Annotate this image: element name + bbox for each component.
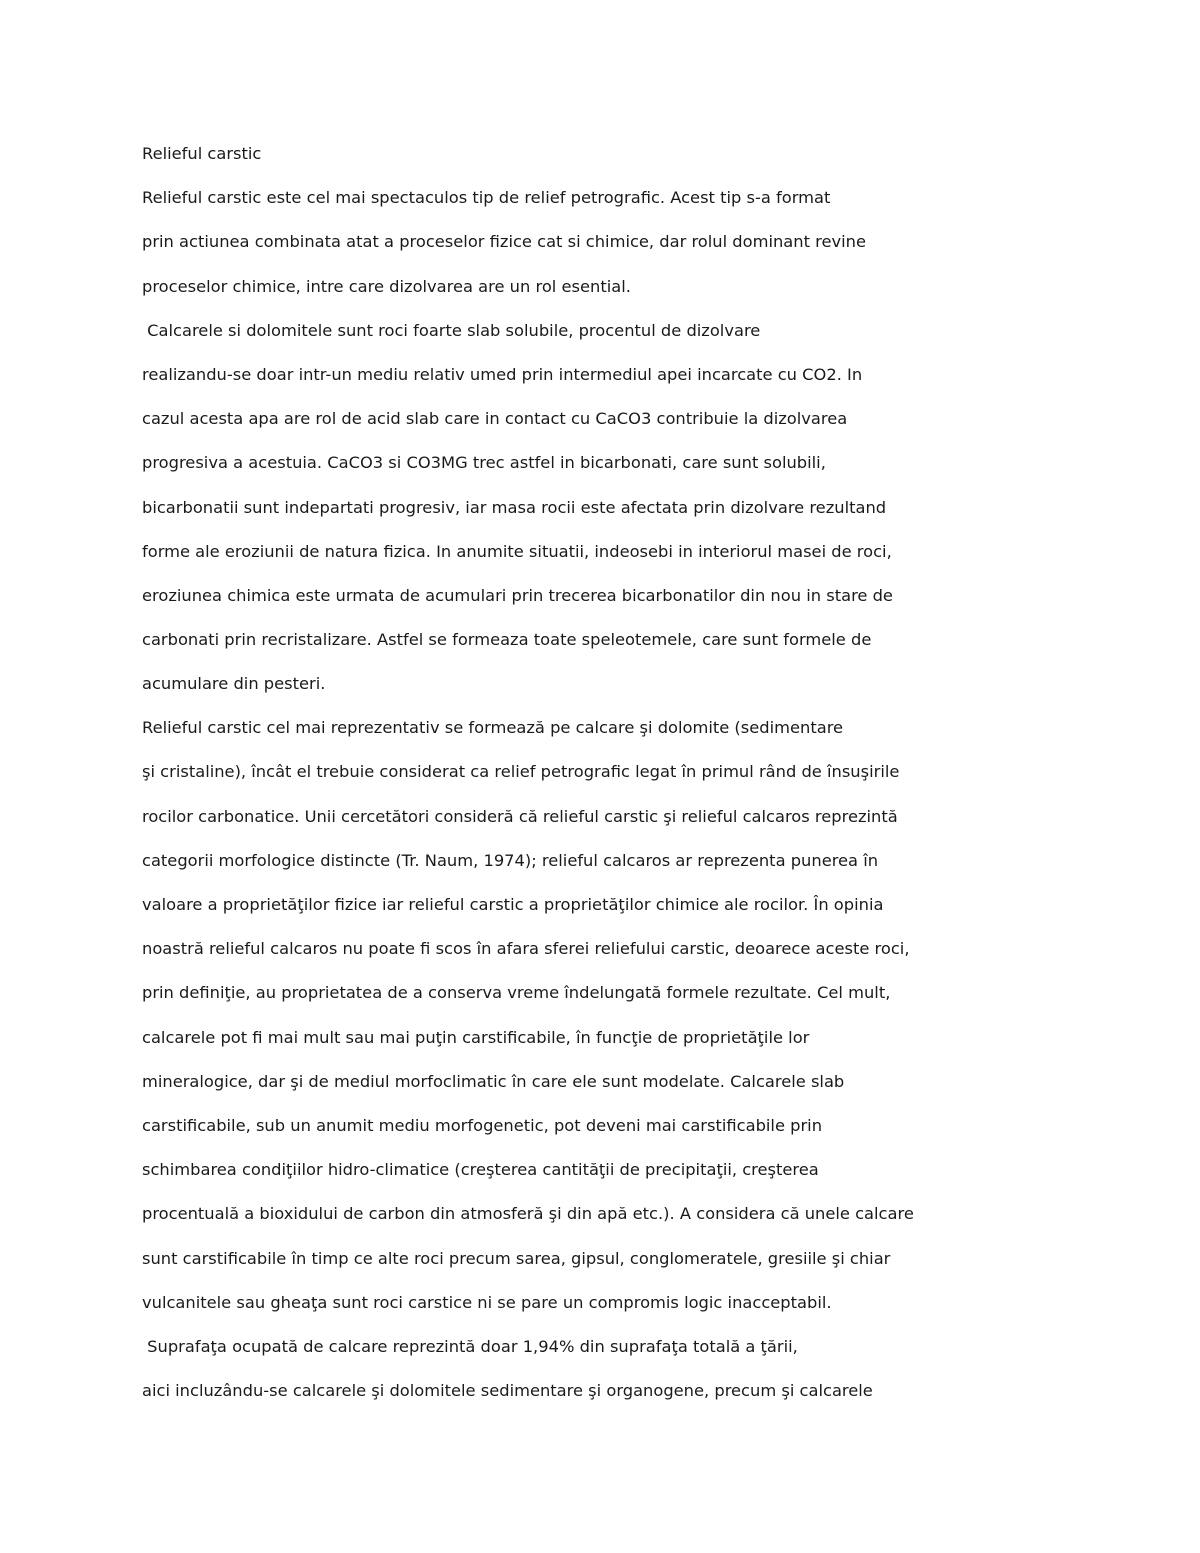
text-line: realizandu-se doar intr-un mediu relativ umed prin intermediul apei incarcate cu CO2. In	[142, 365, 863, 384]
text-line: vulcanitele sau gheaţa sunt roci carstice ni se pare un compromis logic inacceptabil.	[142, 1293, 832, 1312]
text-line: sunt carstificabile în timp ce alte roci precum sarea, gipsul, conglomeratele, gresiile şi chiar	[142, 1249, 891, 1268]
text-line: forme ale eroziunii de natura fizica. In anumite situatii, indeosebi in interiorul masei de roci,	[142, 542, 892, 561]
text-line: carstificabile, sub un anumit mediu morfogenetic, pot deveni mai carstificabile prin	[142, 1116, 823, 1135]
text-line: progresiva a acestuia. CaCO3 si CO3MG trec astfel in bicarbonati, care sunt solubili,	[142, 453, 826, 472]
text-line: acumulare din pesteri.	[142, 674, 326, 693]
text-line: schimbarea condiţiilor hidro-climatice (creşterea cantităţii de precipitaţii, creşterea	[142, 1160, 819, 1179]
text-line: noastră relieful calcaros nu poate fi scos în afara sferei reliefului carstic, deoarece aceste roci,	[142, 939, 910, 958]
text-line: carbonati prin recristalizare. Astfel se formeaza toate speleotemele, care sunt formele de	[142, 630, 872, 649]
text-line: aici incluzându-se calcarele şi dolomitele sedimentare şi organogene, precum şi calcarele	[142, 1381, 873, 1400]
text-line: proceselor chimice, intre care dizolvarea are un rol esential.	[142, 277, 631, 296]
text-line: calcarele pot fi mai mult sau mai puţin carstificabile, în funcţie de proprietăţile lor	[142, 1028, 810, 1047]
text-line: eroziunea chimica este urmata de acumulari prin trecerea bicarbonatilor din nou in stare de	[142, 586, 893, 605]
text-line: rocilor carbonatice. Unii cercetători consideră că relieful carstic şi relieful calcaros reprezintă	[142, 807, 898, 826]
text-line: cazul acesta apa are rol de acid slab care in contact cu CaCO3 contribuie la dizolvarea	[142, 409, 848, 428]
document-title: Relieful carstic	[142, 144, 262, 163]
text-line: categorii morfologice distincte (Tr. Naum, 1974); relieful calcaros ar reprezenta punerea în	[142, 851, 879, 870]
text-line: Calcarele si dolomitele sunt roci foarte slab solubile, procentul de dizolvare	[142, 321, 761, 340]
text-line: bicarbonatii sunt indepartati progresiv, iar masa rocii este afectata prin dizolvare rezultand	[142, 498, 887, 517]
text-line: mineralogice, dar şi de mediul morfoclimatic în care ele sunt modelate. Calcarele slab	[142, 1072, 845, 1091]
text-line: prin definiţie, au proprietatea de a conserva vreme îndelungată formele rezultate. Cel mult,	[142, 983, 891, 1002]
text-line: procentuală a bioxidului de carbon din atmosferă şi din apă etc.). A considera că unele calcare	[142, 1204, 914, 1223]
text-line: prin actiunea combinata atat a proceselor fizice cat si chimice, dar rolul dominant revine	[142, 232, 867, 251]
text-line: valoare a proprietăţilor fizice iar relieful carstic a proprietăţilor chimice ale rocilor. În opinia	[142, 895, 884, 914]
text-line: Relieful carstic cel mai reprezentativ se formează pe calcare şi dolomite (sedimentare	[142, 718, 844, 737]
text-line: Suprafaţa ocupată de calcare reprezintă doar 1,94% din suprafaţa totală a ţării,	[142, 1337, 798, 1356]
text-line: şi cristaline), încât el trebuie considerat ca relief petrografic legat în primul rând de însuşirile	[142, 762, 900, 781]
text-line: Relieful carstic este cel mai spectaculos tip de relief petrografic. Acest tip s-a format	[142, 188, 831, 207]
